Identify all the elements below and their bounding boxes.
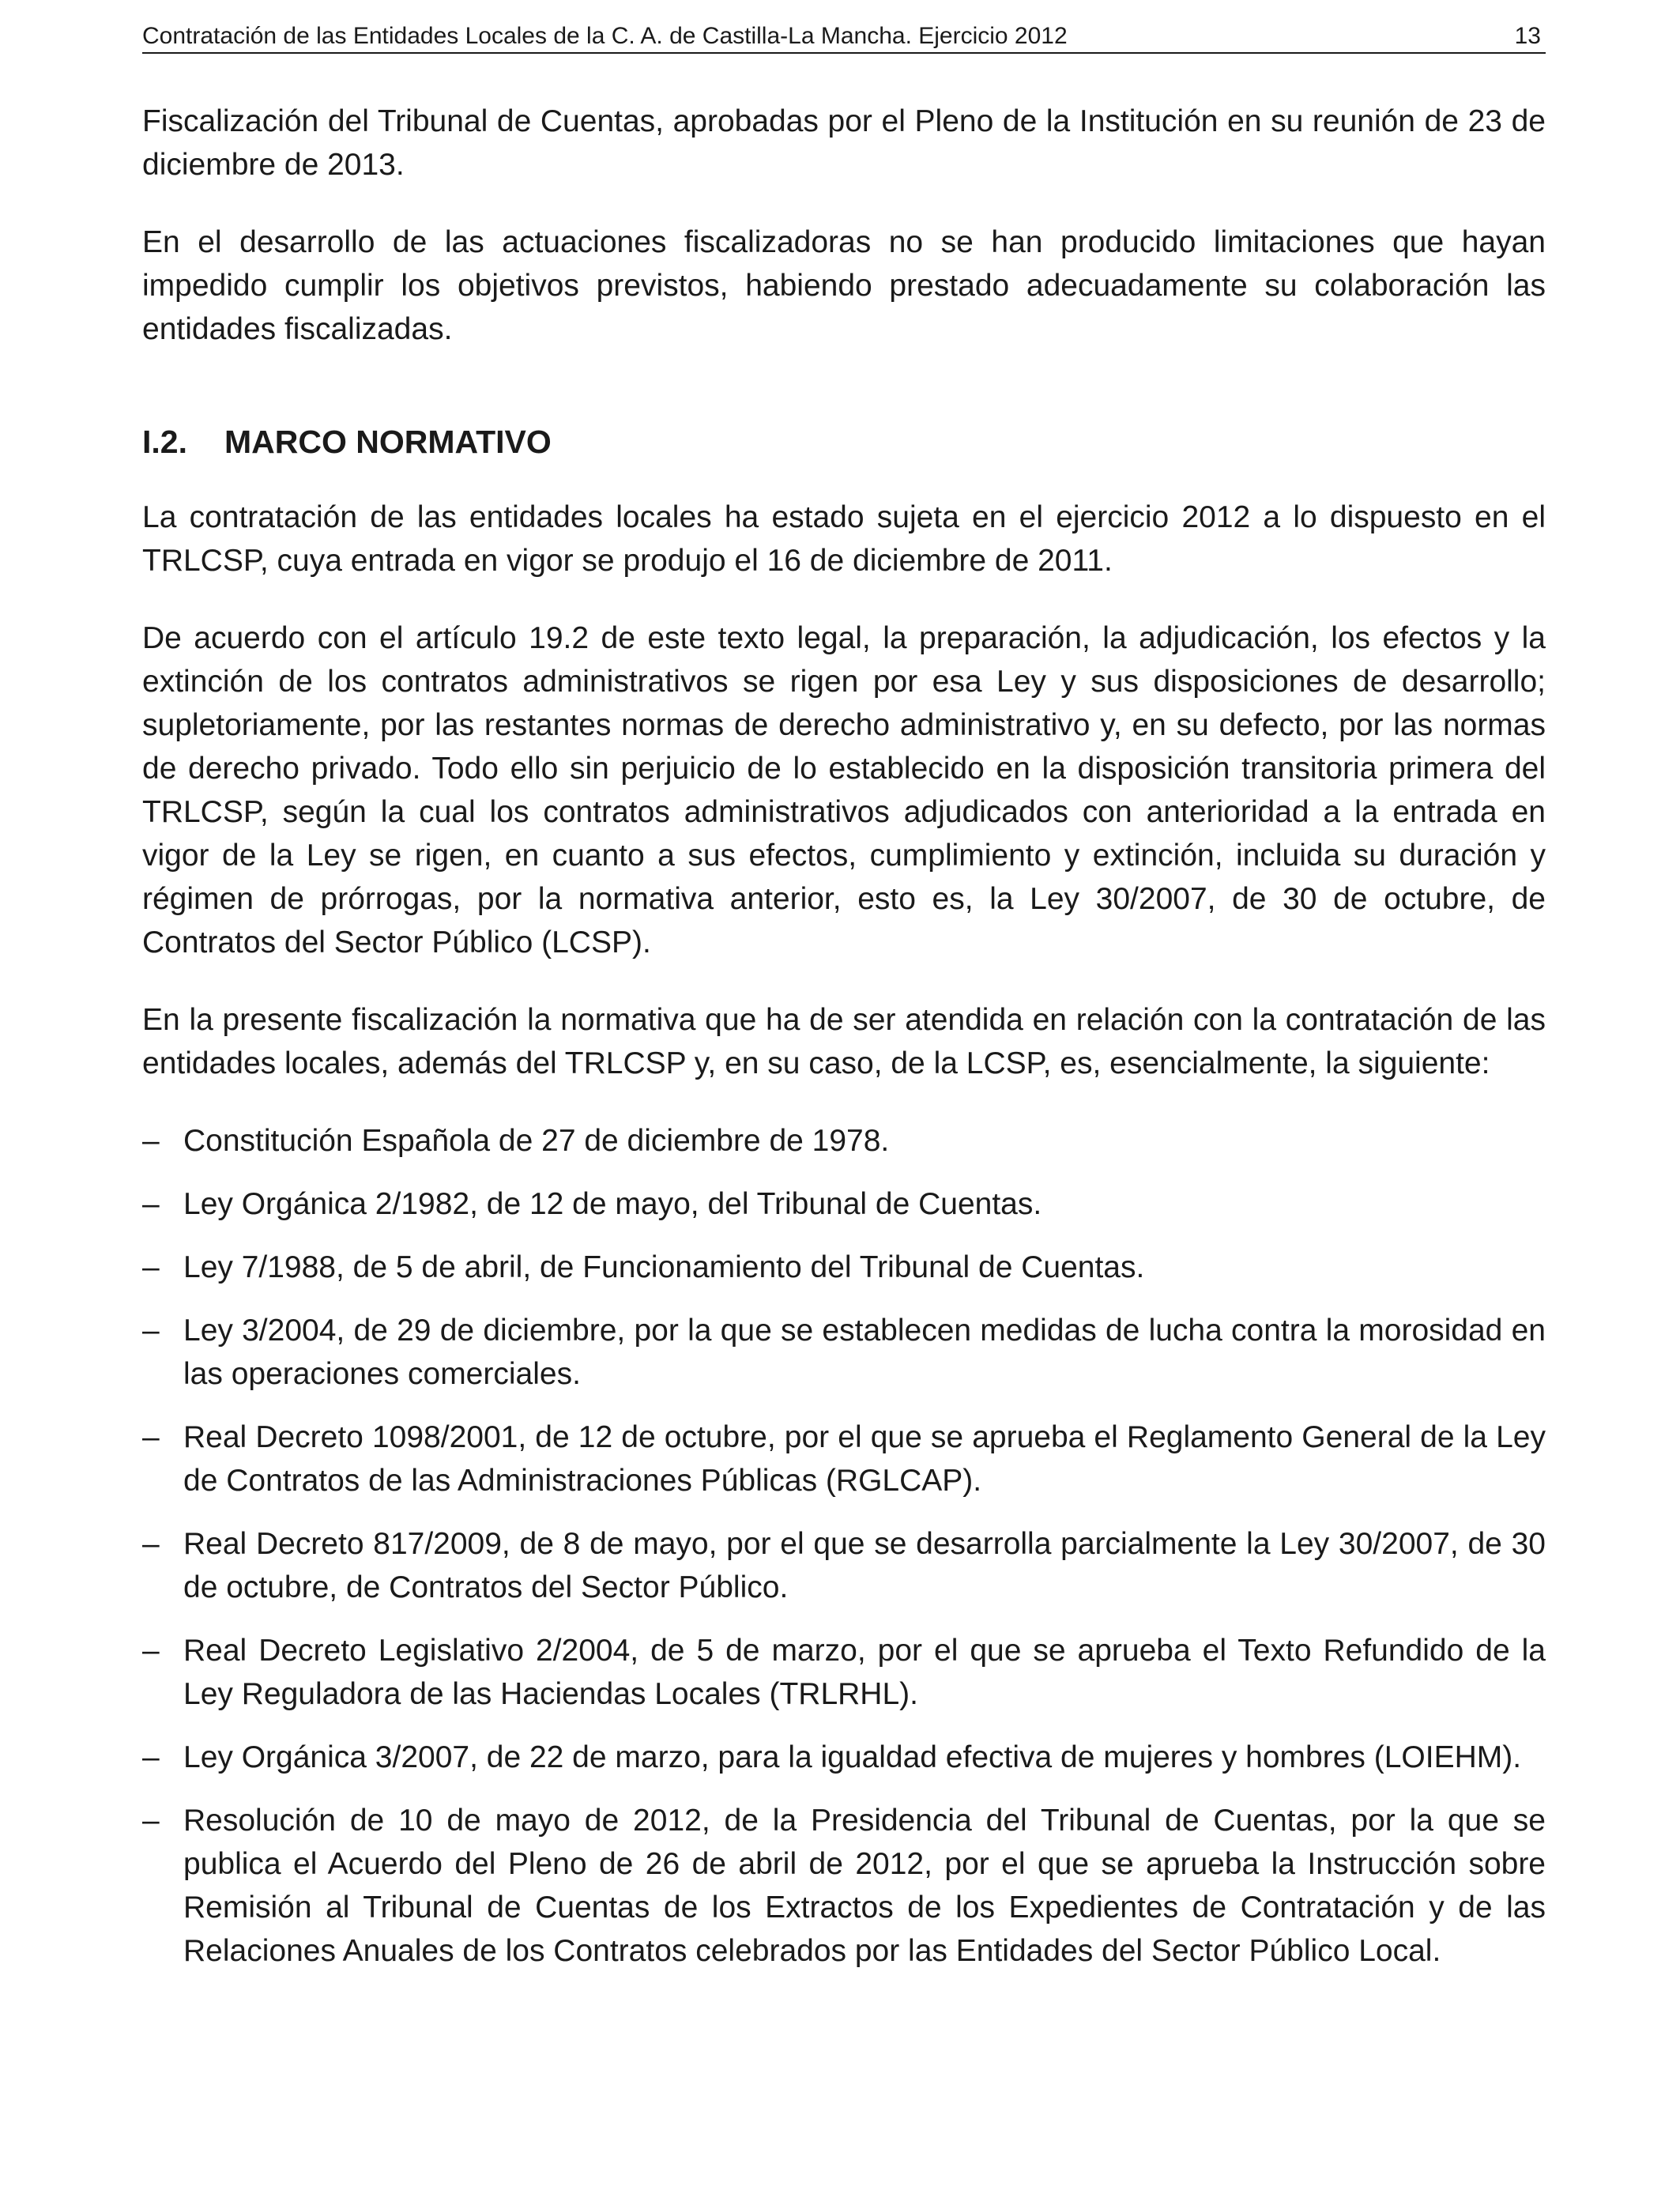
document-body	[142, 100, 1546, 1992]
list-bullet: –	[142, 1740, 160, 1774]
header-title: Contratación de las Entidades Locales de la C. A. de Castilla-La Mancha. Ejercicio 2012	[142, 23, 1068, 49]
list-bullet: –	[142, 1250, 160, 1284]
paragraph: Fiscalización del Tribunal de Cuentas, aprobadas por el Pleno de la Institución en su reunión de 23 de diciembre de 2013.	[142, 104, 1546, 182]
list-item	[142, 1246, 1546, 1289]
list-item-text: Real Decreto Legislativo 2/2004, de 5 de marzo, por el que se aprueba el Texto Refundido de la Ley Reguladora de las Haciendas Locales (TRLRHL).	[183, 1634, 1546, 1711]
list-item	[142, 1182, 1546, 1226]
paragraph: En el desarrollo de las actuaciones fiscalizadoras no se han producido limitaciones que hayan impedido cumplir los objetivos previstos, habiendo prestado adecuadamente su colaboración las entidades fiscalizadas.	[142, 225, 1546, 346]
list-item	[142, 1736, 1546, 1779]
list-item	[142, 1522, 1546, 1609]
list-item	[142, 1629, 1546, 1716]
list-bullet: –	[142, 1527, 160, 1561]
list-item-text: Ley Orgánica 3/2007, de 22 de marzo, para la igualdad efectiva de mujeres y hombres (LOIEHM).	[183, 1740, 1522, 1774]
paragraph: De acuerdo con el artículo 19.2 de este texto legal, la preparación, la adjudicación, los efectos y la extinción de los contratos administrativos se rigen por esa Ley y sus disposiciones de desarrollo; supletoriamente, por las restantes normas de derecho administrativo y, en su defecto, por las normas de derecho privado. Todo ello sin perjuicio de lo establecido en la disposición transitoria primera del TRLCSP, según la cual los contratos administrativos adjudicados con anterioridad a la entrada en vigor de la Ley se rigen, en cuanto a sus efectos, cumplimiento y extinción, incluida su duración y régimen de prórrogas, por la normativa anterior, esto es, la Ley 30/2007, de 30 de octubre, de Contratos del Sector Público (LCSP).	[142, 621, 1546, 959]
list-item	[142, 1416, 1546, 1502]
list-item-text: Ley Orgánica 2/1982, de 12 de mayo, del Tribunal de Cuentas.	[183, 1187, 1042, 1221]
list-item-text: Resolución de 10 de mayo de 2012, de la Presidencia del Tribunal de Cuentas, por la que se publica el Acuerdo del Pleno de 26 de abril de 2012, por el que se aprueba la Instrucción sobre Remisión al Tribunal de Cuentas de los Extractos de los Expedientes de Contratación y de las Relaciones Anuales de los Contratos celebrados por las Entidades del Sector Público Local.	[183, 1804, 1546, 1968]
page-number: 13	[1514, 23, 1541, 49]
list-bullet: –	[142, 1804, 160, 1838]
legislation-list	[142, 1119, 1546, 1973]
list-item	[142, 1309, 1546, 1396]
paragraph: En la presente fiscalización la normativa que ha de ser atendida en relación con la contratación de las entidades locales, además del TRLCSP y, en su caso, de la LCSP, es, esencialmente, la siguiente:	[142, 1003, 1546, 1080]
list-bullet: –	[142, 1420, 160, 1454]
section-heading	[142, 422, 1546, 462]
list-item	[142, 1119, 1546, 1163]
list-bullet: –	[142, 1187, 160, 1221]
list-bullet: –	[142, 1124, 160, 1158]
list-item-text: Ley 7/1988, de 5 de abril, de Funcionamiento del Tribunal de Cuentas.	[183, 1250, 1145, 1284]
section-title: MARCO NORMATIVO	[224, 424, 552, 460]
list-item	[142, 1799, 1546, 1973]
list-bullet: –	[142, 1314, 160, 1348]
list-item-text: Real Decreto 1098/2001, de 12 de octubre, por el que se aprueba el Reglamento General de la Ley de Contratos de las Administraciones Públicas (RGLCAP).	[183, 1420, 1546, 1498]
list-item-text: Constitución Española de 27 de diciembre de 1978.	[183, 1124, 890, 1158]
running-header	[142, 17, 1546, 54]
list-bullet: –	[142, 1634, 160, 1668]
section-number: I.2.	[142, 424, 187, 460]
list-item-text: Ley 3/2004, de 29 de diciembre, por la que se establecen medidas de lucha contra la morosidad en las operaciones comerciales.	[183, 1314, 1546, 1391]
paragraph: La contratación de las entidades locales ha estado sujeta en el ejercicio 2012 a lo dispuesto en el TRLCSP, cuya entrada en vigor se produjo el 16 de diciembre de 2011.	[142, 500, 1546, 578]
list-item-text: Real Decreto 817/2009, de 8 de mayo, por el que se desarrolla parcialmente la Ley 30/2007, de 30 de octubre, de Contratos del Sector Público.	[183, 1527, 1546, 1604]
